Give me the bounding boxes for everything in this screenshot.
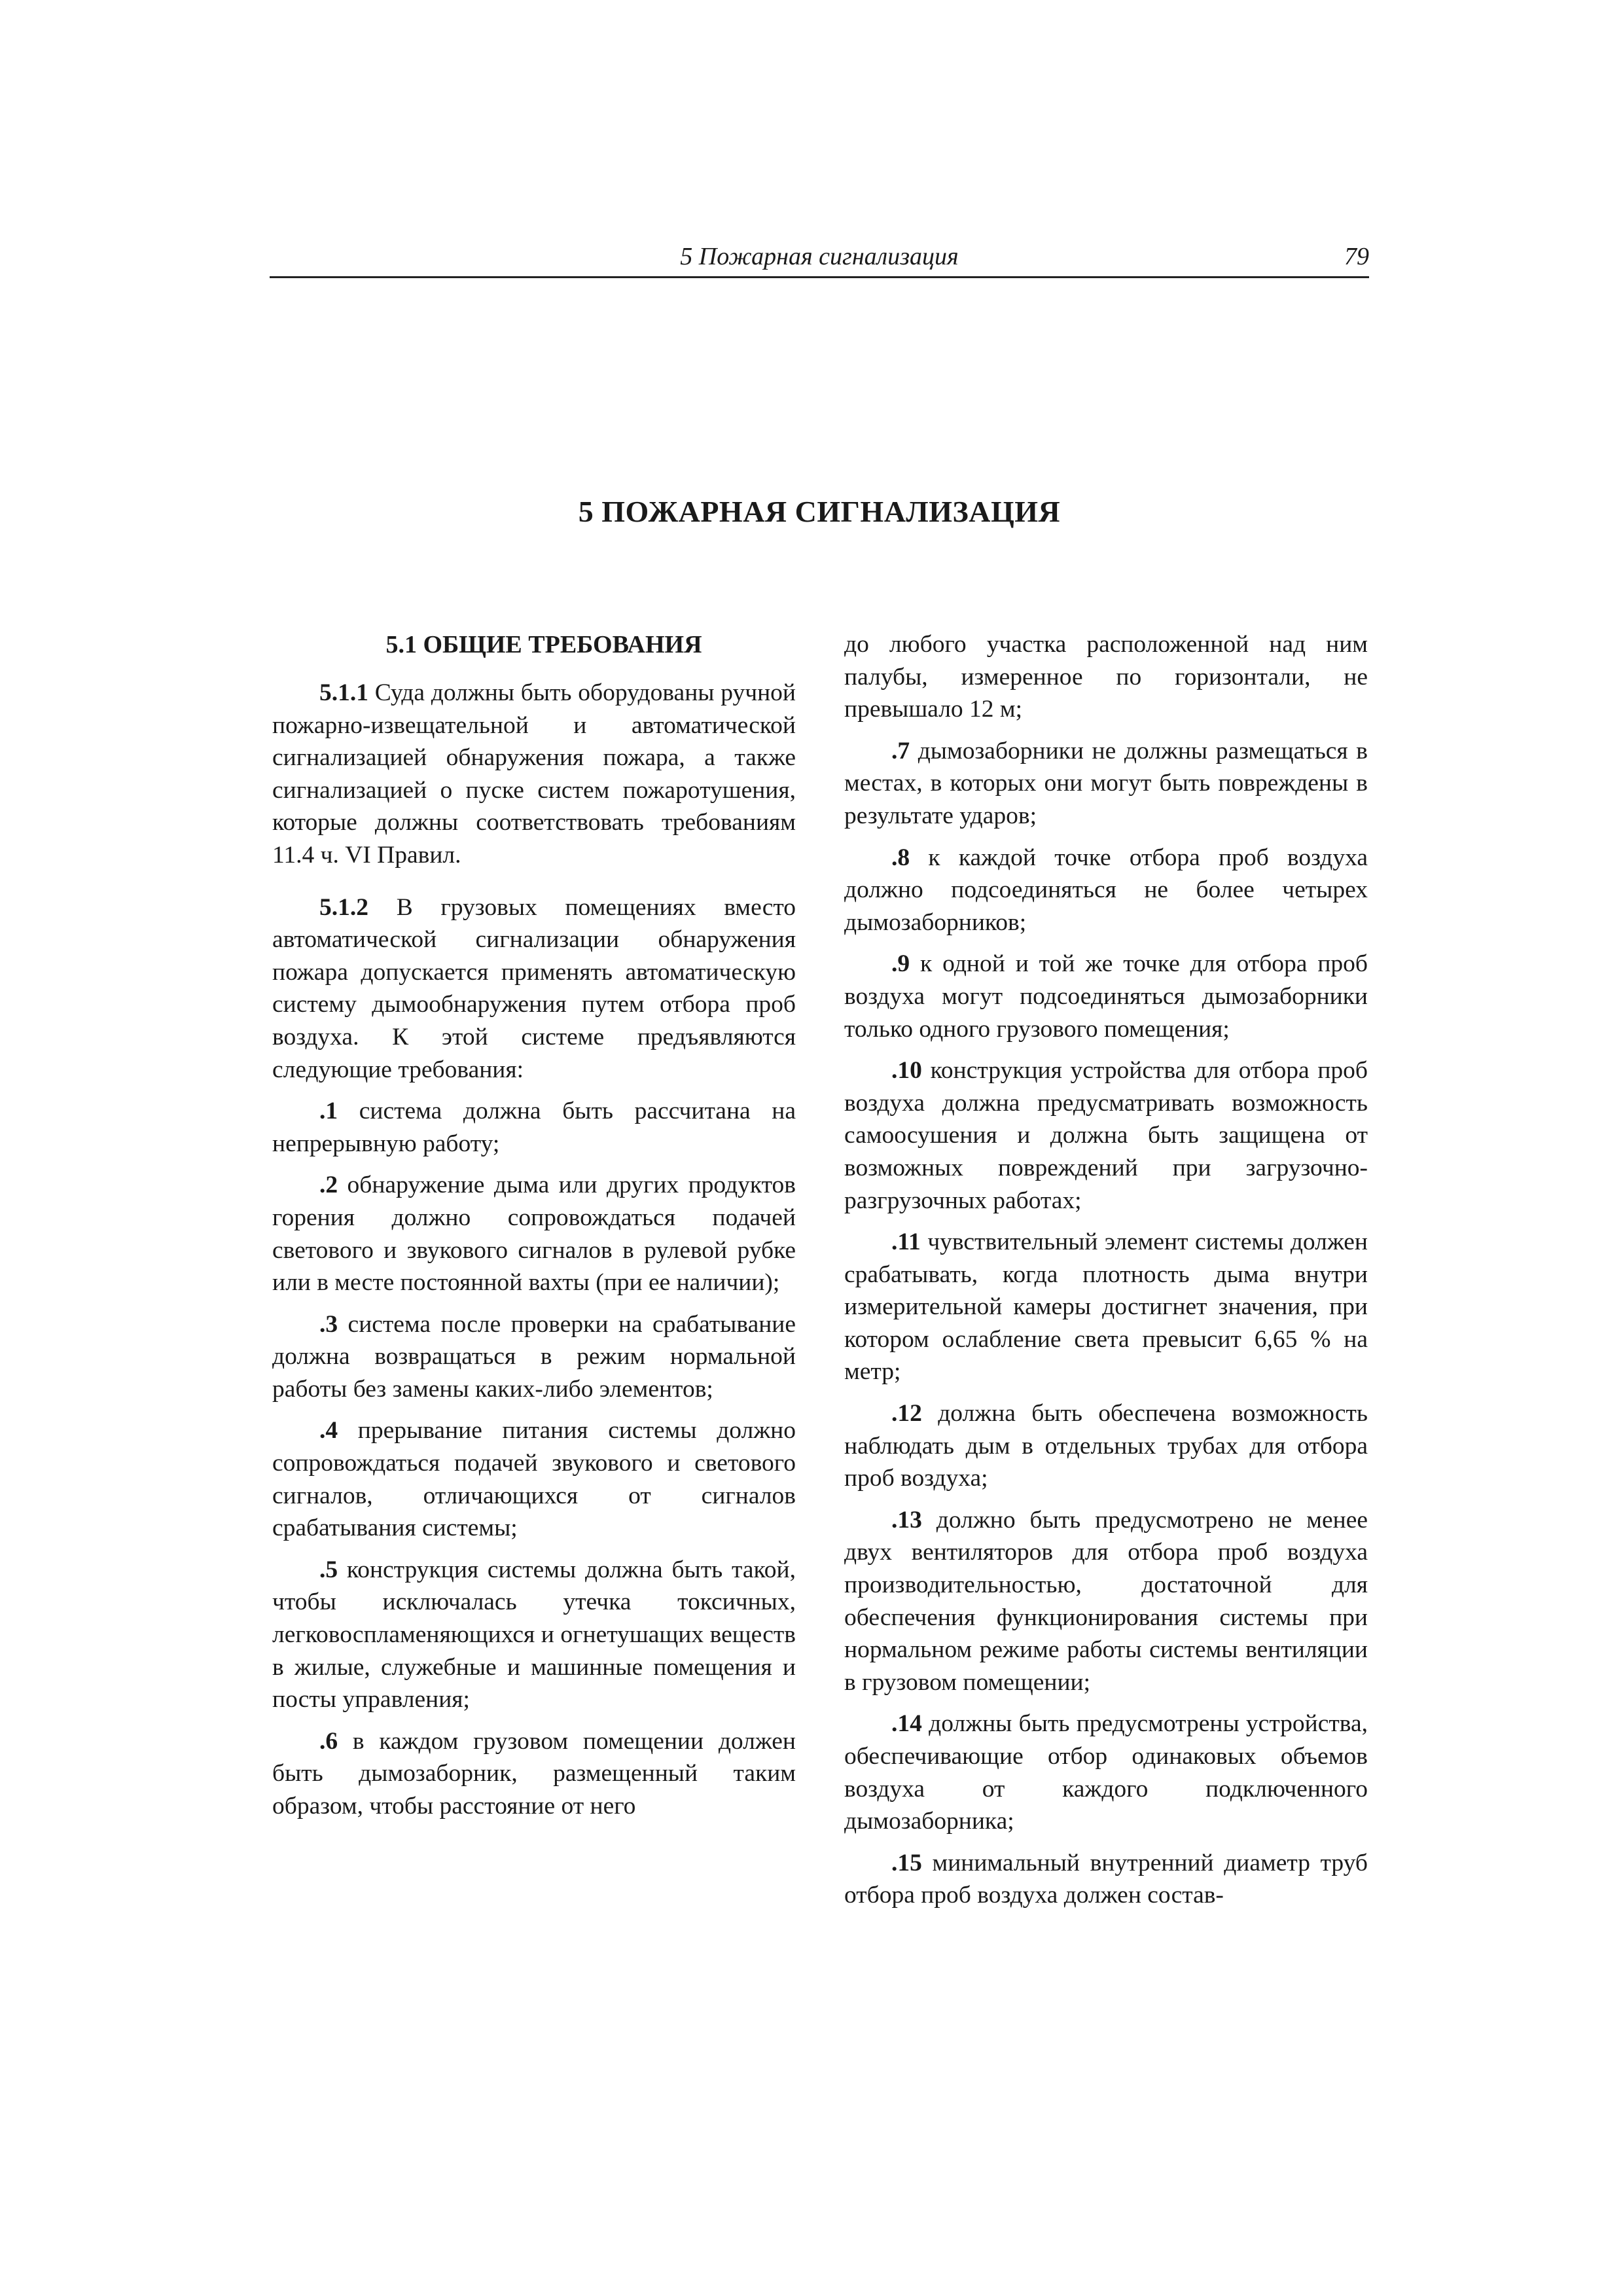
item-text: минимальный внутренний диаметр труб отбора проб воздуха должен состав-: [844, 1849, 1368, 1909]
item-text: конструкция устройства для отбора проб воздуха должна предусматривать возможность самоосушения и должна быть защищена от возможных повреждений при загрузочно-разгрузочных работах;: [844, 1057, 1368, 1214]
item-text: в каждом грузовом помещении должен быть дымозаборник, размещенный таким образом, чтобы расстояние от него: [272, 1727, 796, 1820]
list-item-6-continuation: до любого участка расположенной над ним палубы, измеренное по горизонтали, не превышало 12 м;: [844, 631, 1368, 723]
list-item-14: [844, 1708, 1368, 1837]
item-number: .2: [319, 1172, 338, 1199]
item-text: конструкция системы должна быть такой, чтобы исключалась утечка токсичных, легковоспламеняющихся и огнетушащих веществ в жилые, служебные и машинные помещения и посты управления;: [272, 1556, 796, 1713]
item-number: .14: [891, 1710, 922, 1738]
list-item-9: [844, 948, 1368, 1045]
item-number: .6: [319, 1727, 338, 1755]
chapter-title: 5 ПОЖАРНАЯ СИГНАЛИЗАЦИЯ: [578, 495, 1061, 528]
clause-number: 5.1.2: [319, 893, 368, 921]
item-number: .15: [891, 1849, 922, 1876]
list-item-15: [844, 1847, 1368, 1912]
clause-number: 5.1.1: [319, 679, 368, 706]
item-text: система после проверки на срабатывание должна возвращаться в режим нормальной работы без замены каких-либо элементов;: [272, 1310, 796, 1403]
item-number: .10: [891, 1057, 922, 1085]
item-text: система должна быть рассчитана на непрерывную работу;: [272, 1098, 796, 1157]
item-text: к каждой точке отбора проб воздуха должно подсоединяться не более четырех дымозаборников;: [844, 844, 1368, 936]
item-number: .1: [319, 1098, 338, 1125]
clause-text: Суда должны быть оборудованы ручной пожарно-извещательной и автоматической сигнализацией обнаружения пожара, а также сигнализацией о пуске систем пожаротушения, которые должны соответствовать требованиям 11.4 ч. VI Правил.: [272, 679, 796, 869]
item-number: .8: [891, 844, 910, 871]
list-item-12: [844, 1397, 1368, 1495]
item-text: к одной и той же точке для отбора проб воздуха могут подсоединяться дымозаборники только одного грузового помещения;: [844, 950, 1368, 1043]
section-heading: 5.1 ОБЩИЕ ТРЕБОВАНИЯ: [385, 631, 702, 658]
item-text: должна быть обеспечена возможность наблюдать дым в отдельных трубах для отбора проб воздуха;: [844, 1400, 1368, 1492]
item-text: должны быть предусмотрены устройства, обеспечивающие отбор одинаковых объемов воздуха от каждого подключенного дымозаборника;: [844, 1710, 1368, 1835]
page-number: 79: [1344, 243, 1369, 270]
paragraph-5-1-2: [272, 891, 796, 1086]
list-item-5: [272, 1554, 796, 1716]
item-text: обнаружение дыма или других продуктов горения должно сопровождаться подачей светового и звукового сигналов в рулевой рубке или в месте постоянной вахты (при ее наличии);: [272, 1172, 796, 1297]
item-number: .4: [319, 1417, 338, 1444]
clause-text: В грузовых помещениях вместо автоматической сигнализации обнаружения пожара допускается применять автоматическую систему дымообнаружения путем отбора проб воздуха. К этой системе предъявляются следующие требования:: [272, 893, 796, 1083]
running-header-title: 5 Пожарная сигнализация: [680, 243, 959, 270]
list-item-1: [272, 1095, 796, 1160]
left-column: [272, 628, 796, 1832]
list-item-7: [844, 735, 1368, 833]
item-number: .13: [891, 1506, 922, 1534]
list-item-3: [272, 1308, 796, 1406]
running-header: [270, 237, 1369, 278]
list-item-10: [844, 1054, 1368, 1217]
item-text: дымозаборники не должны размещаться в местах, в которых они могут быть повреждены в результате ударов;: [844, 737, 1368, 829]
list-item-11: [844, 1226, 1368, 1388]
list-item-6: [272, 1725, 796, 1823]
item-number: .11: [891, 1229, 921, 1256]
item-number: .5: [319, 1556, 338, 1583]
item-text: чувствительный элемент системы должен срабатывать, когда плотность дыма внутри измерительной камеры достигнет значения, при котором ослабление света превысит 6,65 % на метр;: [844, 1229, 1368, 1386]
list-item-4: [272, 1414, 796, 1544]
list-item-13: [844, 1504, 1368, 1699]
item-number: .12: [891, 1400, 922, 1427]
item-text: должно быть предусмотрено не менее двух вентиляторов для отбора проб воздуха производительностью, достаточной для обеспечения функционирования системы при нормальном режиме работы системы вентиляции в грузовом помещении;: [844, 1506, 1368, 1696]
item-number: .7: [891, 737, 910, 764]
list-item-8: [844, 842, 1368, 939]
item-number: .3: [319, 1310, 338, 1338]
paragraph-5-1-1: [272, 677, 796, 872]
list-item-2: [272, 1169, 796, 1299]
item-number: .9: [891, 950, 910, 978]
item-text: прерывание питания системы должно сопровождаться подачей звукового и светового сигналов, отличающихся от сигналов срабатывания системы;: [272, 1417, 796, 1542]
right-column: [844, 628, 1368, 1921]
